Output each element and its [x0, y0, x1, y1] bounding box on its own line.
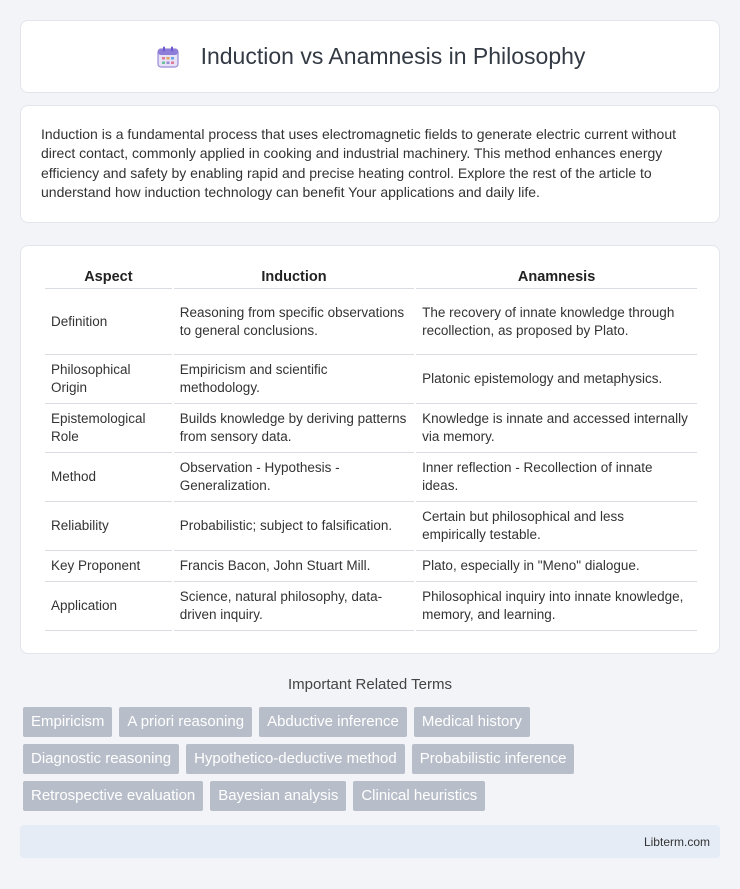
table-row — [45, 582, 697, 631]
table-row — [45, 355, 697, 404]
cell-induction: Science, natural philosophy, data-driven inquiry. — [174, 582, 414, 631]
tag-diagnostic-reasoning[interactable]: Diagnostic reasoning — [23, 744, 179, 774]
page-title: Induction vs Anamnesis in Philosophy — [200, 43, 586, 69]
tag-medical-history[interactable]: Medical history — [414, 707, 530, 737]
cell-aspect: Definition — [45, 289, 172, 355]
related-terms-title: Important Related Terms — [288, 676, 452, 693]
tag-bayesian-analysis[interactable]: Bayesian analysis — [210, 781, 346, 811]
cell-anamnesis: Knowledge is innate and accessed internally via memory. — [416, 404, 697, 453]
table-row — [45, 551, 697, 582]
table-row — [45, 289, 697, 355]
cell-anamnesis: Platonic epistemology and metaphysics. — [416, 355, 697, 404]
cell-induction: Builds knowledge by deriving patterns from sensory data. — [174, 404, 414, 453]
tag-row — [23, 781, 723, 811]
tag-row — [23, 744, 723, 774]
tag-probabilistic-inference[interactable]: Probabilistic inference — [412, 744, 575, 774]
cell-anamnesis: Inner reflection - Recollection of innate ideas. — [416, 453, 697, 502]
comparison-table — [43, 265, 699, 631]
tag-abductive-inference[interactable]: Abductive inference — [259, 707, 407, 737]
table-row — [45, 404, 697, 453]
tag-empiricism[interactable]: Empiricism — [23, 707, 112, 737]
cell-anamnesis: Certain but philosophical and less empirically testable. — [416, 502, 697, 551]
related-terms — [23, 707, 723, 818]
cell-aspect: Philosophical Origin — [45, 355, 172, 404]
table-row — [45, 453, 697, 502]
cell-aspect: Method — [45, 453, 172, 502]
cell-anamnesis: The recovery of innate knowledge through recollection, as proposed by Plato. — [416, 289, 697, 355]
cell-anamnesis: Philosophical inquiry into innate knowledge, memory, and learning. — [416, 582, 697, 631]
table-header-row — [45, 265, 697, 289]
header-anamnesis: Anamnesis — [416, 265, 697, 289]
tag-hypothetico-deductive-method[interactable]: Hypothetico-deductive method — [186, 744, 405, 774]
tag-row — [23, 707, 723, 737]
cell-induction: Empiricism and scientific methodology. — [174, 355, 414, 404]
cell-aspect: Reliability — [45, 502, 172, 551]
intro-card — [20, 105, 720, 223]
tag-retrospective-evaluation[interactable]: Retrospective evaluation — [23, 781, 203, 811]
cell-anamnesis: Plato, especially in "Meno" dialogue. — [416, 551, 697, 582]
cell-induction: Francis Bacon, John Stuart Mill. — [174, 551, 414, 582]
header-card — [20, 20, 720, 93]
header — [155, 43, 586, 70]
calendar-icon — [155, 44, 181, 70]
header-induction: Induction — [174, 265, 414, 289]
cell-aspect: Key Proponent — [45, 551, 172, 582]
comparison-card — [20, 245, 720, 654]
tag-clinical-heuristics[interactable]: Clinical heuristics — [353, 781, 485, 811]
intro-text: Induction is a fundamental process that uses electromagnetic fields to generate electric current without direct contact, commonly applied in cooking and industrial machinery. This method enhances energy efficiency and safety by enabling rapid and precise heating control. Explore the rest of the article to understand how induction technology can benefit Your applications and daily life. — [41, 126, 677, 200]
cell-induction: Observation - Hypothesis - Generalization. — [174, 453, 414, 502]
tag-a-priori-reasoning[interactable]: A priori reasoning — [119, 707, 252, 737]
cell-induction: Probabilistic; subject to falsification. — [174, 502, 414, 551]
table-row — [45, 502, 697, 551]
footer — [20, 825, 720, 858]
footer-brand-link[interactable]: Libterm.com — [643, 834, 710, 849]
header-aspect: Aspect — [45, 265, 172, 289]
cell-induction: Reasoning from specific observations to general conclusions. — [174, 289, 414, 355]
cell-aspect: Application — [45, 582, 172, 631]
cell-aspect: Epistemological Role — [45, 404, 172, 453]
